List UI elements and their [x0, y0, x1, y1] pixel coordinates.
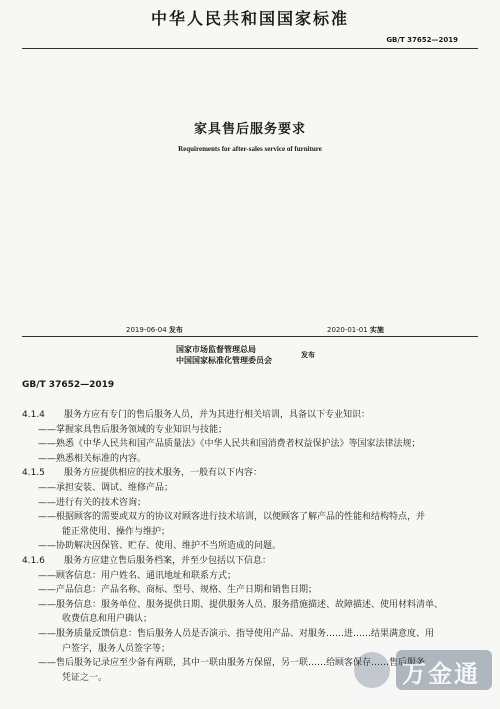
issuer-block	[176, 344, 315, 366]
list-item: ——熟悉《中华人民共和国产品质量法》《中华人民共和国消费者权益保护法》等国家法律法规；	[38, 439, 421, 450]
list-item-continuation: 凭证之一。	[62, 672, 108, 683]
watermark	[336, 640, 500, 709]
document-title-en: Requirements for after-sales service of furniture	[178, 145, 322, 153]
implementation-date	[327, 325, 384, 335]
list-item: ——掌握家具售后服务领域的专业知识与技能；	[38, 424, 228, 435]
list-item: ——根据顾客的需要或双方的协议对顾客进行技术培训，以便顾客了解产品的性能和结构特点，并	[38, 512, 426, 523]
list-item: ——进行有关的技术咨询；	[38, 497, 147, 508]
list-item-continuation: 能正常使用、操作与维护；	[62, 526, 171, 537]
national-standard-title: 中华人民共和国国家标准	[150, 9, 349, 28]
clause-text: 服务方应提供相应的技术服务，一般有以下内容：	[64, 468, 263, 479]
issue-date	[126, 325, 183, 335]
clause-text: 服务方应有专门的售后服务人员，并为其进行相关培训，具备以下专业知识：	[64, 410, 371, 420]
clause-number: 4.1.4	[22, 410, 45, 420]
list-item: ——承担安装、调试、维修产品；	[38, 483, 174, 493]
clause-number: 4.1.5	[22, 468, 45, 479]
clause-number: 4.1.6	[22, 556, 45, 566]
impl-date-suffix: 实施	[369, 326, 384, 334]
list-item-continuation: 户签字，服务人员签字等；	[62, 643, 171, 654]
list-item: ——售后服务记录应至少备有两联，其中一联由服务方保留，另一联……给顾客保存……售后服务	[38, 658, 426, 669]
document-title-cn: 家具售后服务要求	[193, 122, 306, 137]
issuer-line-1: 国家市场监督管理总局	[176, 345, 256, 354]
issuer-action: 发布	[301, 351, 315, 359]
watermark-logo-icon	[354, 652, 390, 688]
issuer-line-2: 中国国家标准化管理委员会	[176, 356, 272, 365]
impl-date-value: 2020-01-01	[327, 326, 368, 334]
list-item: ——熟悉相关标准的内容。	[38, 453, 147, 464]
page-header-code: GB/T 37652—2019	[22, 380, 115, 390]
clause-text: 服务方应建立售后服务档案，并至少包括以下信息：	[64, 556, 272, 566]
list-item: ——顾客信息：用户姓名、通讯地址和联系方式；	[38, 570, 237, 581]
list-item: ——产品信息：产品名称、商标、型号、规格、生产日期和销售日期；	[38, 585, 318, 596]
list-item: ——服务质量反馈信息：售后服务人员是否演示、指导使用产品、对服务……进……结果满意度、用	[38, 629, 435, 639]
watermark-text: 万金通	[402, 660, 480, 688]
issue-date-value: 2019-06-04	[126, 326, 167, 334]
list-item-continuation: 收费信息和用户确认；	[62, 614, 153, 625]
header-rule	[22, 48, 478, 49]
footer-rule	[22, 336, 478, 337]
list-item: ——服务信息：服务单位、服务提供日期、提供服务人员、服务措施描述、故障描述、使用材料清单、	[38, 599, 444, 610]
issue-date-suffix: 发布	[168, 326, 183, 334]
standard-code: GB/T 37652—2019	[386, 36, 458, 44]
list-item: ——协助解决因保管、贮存、使用、维护不当所造成的问题。	[38, 541, 282, 552]
